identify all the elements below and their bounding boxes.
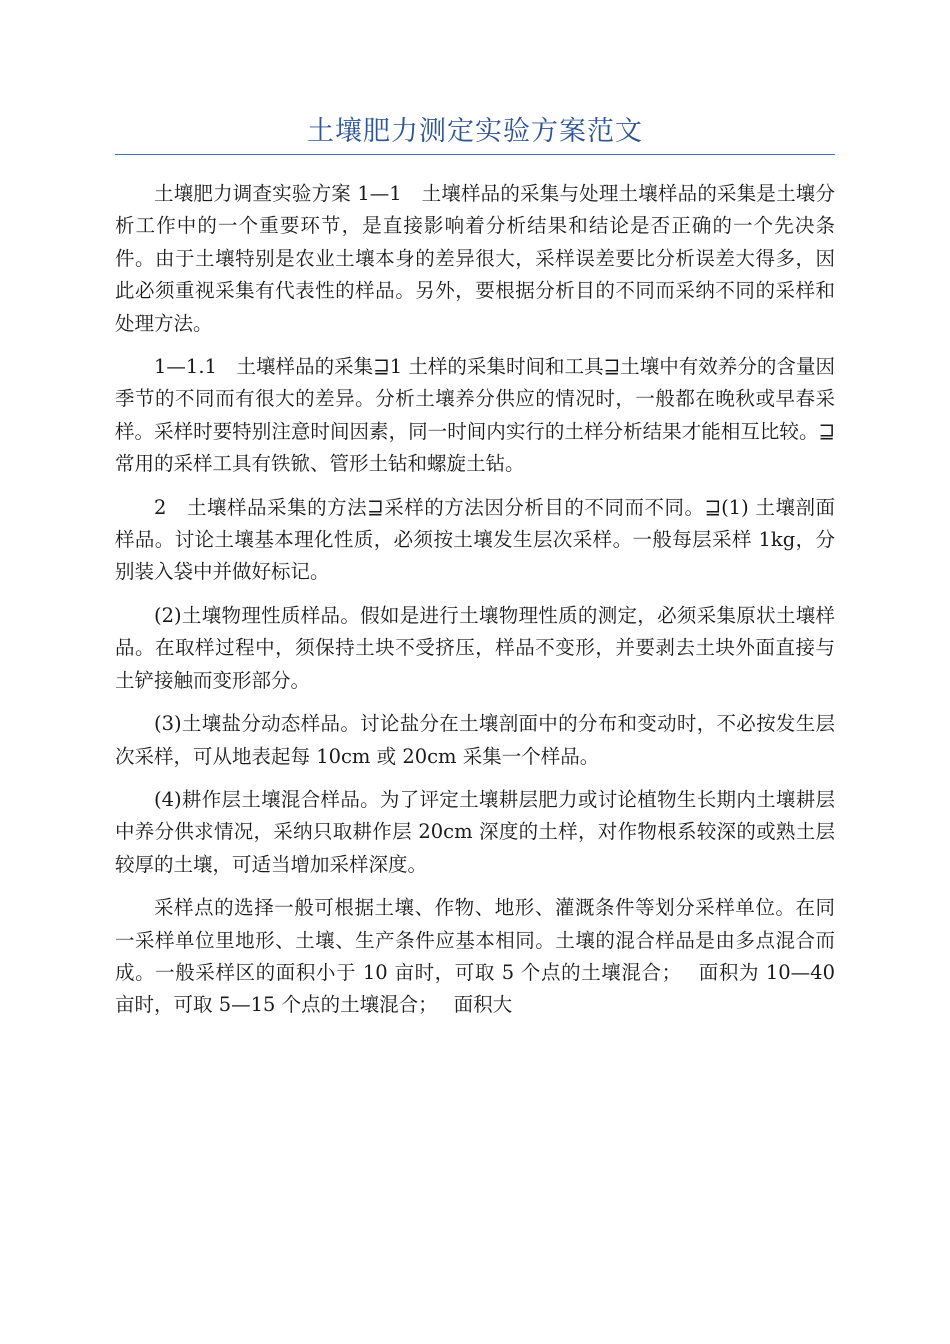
paragraph-2: 1—1.1 土壤样品的采集⊒1 土样的采集时间和工具⊒土壤中有效养分的含量因季节的不同而有很大的差异。分析土壤养分供应的情况时，一般都在晚秋或早春采样。采样时要特别注意时间因素，同一时间内实行的土样分析结果才能相互比较。⊒常用的采样工具有铁锨、管形土钻和螺旋土钻。 <box>115 355 835 476</box>
paragraph-1: 土壤肥力调查实验方案 1—1 土壤样品的采集与处理土壤样品的采集是土壤分析工作中的一个重要环节，是直接影响着分析结果和结论是否正确的一个先决条件。由于土壤特别是农业土壤本身的差异很大，采样误差要比分析误差大得多，因此必须重视采集有代表性的样品。另外，要根据分析目的不同而采纳不同的采样和处理方法。 <box>115 182 835 335</box>
title-underline <box>115 154 835 155</box>
paragraph-6: (4)耕作层土壤混合样品。为了评定土壤耕层肥力或讨论植物生长期内土壤耕层中养分供求情况，采纳只取耕作层 20cm 深度的土样，对作物根系较深的或熟土层较厚的土壤，可适当增加采样深度。 <box>115 787 835 876</box>
paragraph-7: 采样点的选择一般可根据土壤、作物、地形、灌溉条件等划分采样单位。在同一采样单位里地形、土壤、生产条件应基本相同。土壤的混合样品是由多点混合而成。一般采样区的面积小于 10 亩时，可取 5 个点的土壤混合； 面积为 10—40 亩时，可取 5—15 个点的土壤混合； 面积大 <box>115 896 835 1017</box>
document-body <box>115 178 835 1033</box>
paragraph-3: 2 土壤样品采集的方法⊒采样的方法因分析目的不同而不同。⊒(1) 土壤剖面样品。讨论土壤基本理化性质，必须按土壤发生层次采样。一般每层采样 1kg，分别装入袋中并做好标记。 <box>115 495 835 584</box>
paragraph-5: (3)土壤盐分动态样品。讨论盐分在土壤剖面中的分布和变动时，不必按发生层次采样，可从地表起每 10cm 或 20cm 采集一个样品。 <box>115 712 835 768</box>
document-title: 土壤肥力测定实验方案范文 <box>307 116 643 147</box>
paragraph-4: (2)土壤物理性质样品。假如是进行土壤物理性质的测定，必须采集原状土壤样品。在取样过程中，须保持土块不受挤压，样品不变形，并要剥去土块外面直接与土铲接触而变形部分。 <box>115 603 835 692</box>
